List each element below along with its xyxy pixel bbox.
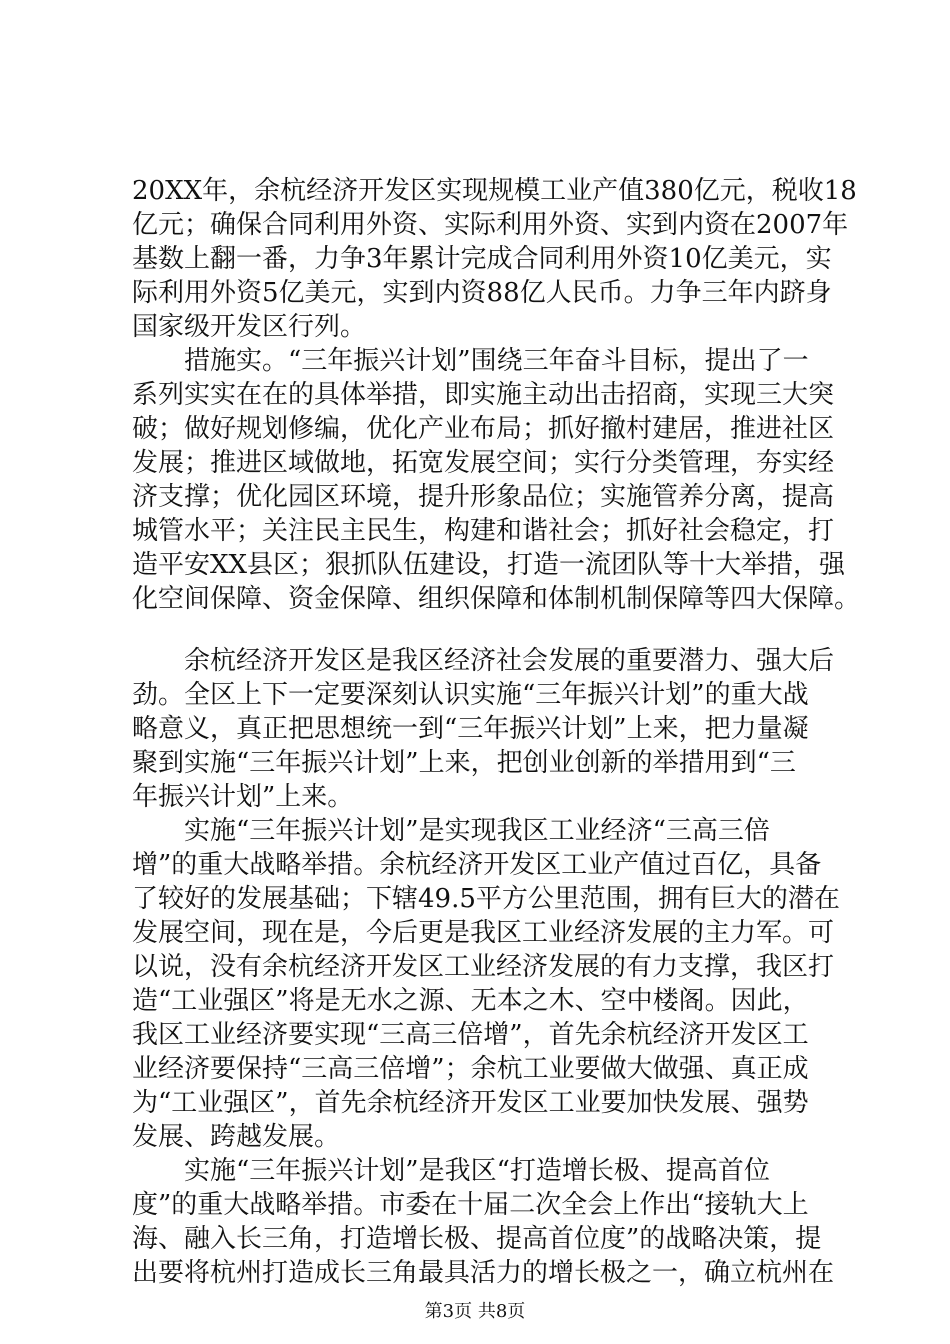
text-line: 增”的重大战略举措。余杭经济开发区工业产值过百亿，具备 bbox=[132, 850, 822, 880]
text-line: 略意义，真正把思想统一到“三年振兴计划”上来，把力量凝 bbox=[132, 714, 809, 744]
text-line: 以说，没有余杭经济开发区工业经济发展的有力支撑，我区打 bbox=[132, 952, 835, 982]
page-indicator: 第3页 共8页 bbox=[424, 1301, 526, 1322]
text-line: 实施“三年振兴计划”是我区“打造增长极、提高首位 bbox=[184, 1156, 770, 1186]
text-line: 破；做好规划修编，优化产业布局；抓好撤村建居，推进社区 bbox=[132, 414, 835, 444]
text-line: 措施实。“三年振兴计划”围绕三年奋斗目标，提出了一 bbox=[184, 346, 809, 376]
text-line: 造“工业强区”将是无水之源、无本之木、空中楼阁。因此， bbox=[132, 986, 809, 1016]
text-line: 年振兴计划”上来。 bbox=[132, 782, 354, 812]
text-line: 余杭经济开发区是我区经济社会发展的重要潜力、强大后 bbox=[184, 646, 835, 676]
text-line: 化空间保障、资金保障、组织保障和体制机制保障等四大保障。 bbox=[132, 584, 861, 614]
text-line: 造平安XX县区；狠抓队伍建设，打造一流团队等十大举措，强 bbox=[132, 550, 846, 580]
text-line: 际利用外资5亿美元，实到内资88亿人民币。力争三年内跻身 bbox=[132, 278, 832, 308]
text-line: 度”的重大战略举措。市委在十届二次全会上作出“接轨大上 bbox=[132, 1190, 809, 1220]
text-line: 国家级开发区行列。 bbox=[132, 312, 367, 342]
text-line: 业经济要保持“三高三倍增”；余杭工业要做大做强、真正成 bbox=[132, 1054, 809, 1084]
text-line: 发展空间，现在是，今后更是我区工业经济发展的主力军。可 bbox=[132, 918, 835, 948]
text-line: 发展、跨越发展。 bbox=[132, 1122, 341, 1152]
text-line: 城管水平；关注民主民生，构建和谐社会；抓好社会稳定，打 bbox=[132, 516, 835, 546]
text-line: 出要将杭州打造成长三角最具活力的增长极之一，确立杭州在 bbox=[132, 1258, 835, 1288]
text-line: 亿元；确保合同利用外资、实际利用外资、实到内资在2007年 bbox=[132, 210, 849, 240]
text-line: 系列实实在在的具体举措，即实施主动出击招商，实现三大突 bbox=[132, 380, 835, 410]
text-line: 了较好的发展基础；下辖49.5平方公里范围，拥有巨大的潜在 bbox=[132, 884, 840, 914]
text-line: 为“工业强区”，首先余杭经济开发区工业要加快发展、强势 bbox=[132, 1088, 809, 1118]
text-line: 实施“三年振兴计划”是实现我区工业经济“三高三倍 bbox=[184, 816, 770, 846]
text-line: 海、融入长三角，打造增长极、提高首位度”的战略决策，提 bbox=[132, 1224, 822, 1254]
text-line: 聚到实施“三年振兴计划”上来，把创业创新的举措用到“三 bbox=[132, 748, 796, 778]
text-line: 发展；推进区域做地，拓宽发展空间；实行分类管理，夯实经 bbox=[132, 448, 835, 478]
text-line: 劲。全区上下一定要深刻认识实施“三年振兴计划”的重大战 bbox=[132, 680, 809, 710]
text-line: 基数上翻一番，力争3年累计完成合同利用外资10亿美元，实 bbox=[132, 244, 832, 274]
text-line: 济支撑；优化园区环境，提升形象品位；实施管养分离，提高 bbox=[132, 482, 835, 512]
text-line: 20XX年，余杭经济开发区实现规模工业产值380亿元，税收18 bbox=[132, 176, 857, 206]
text-line: 我区工业经济要实现“三高三倍增”，首先余杭经济开发区工 bbox=[132, 1020, 809, 1050]
